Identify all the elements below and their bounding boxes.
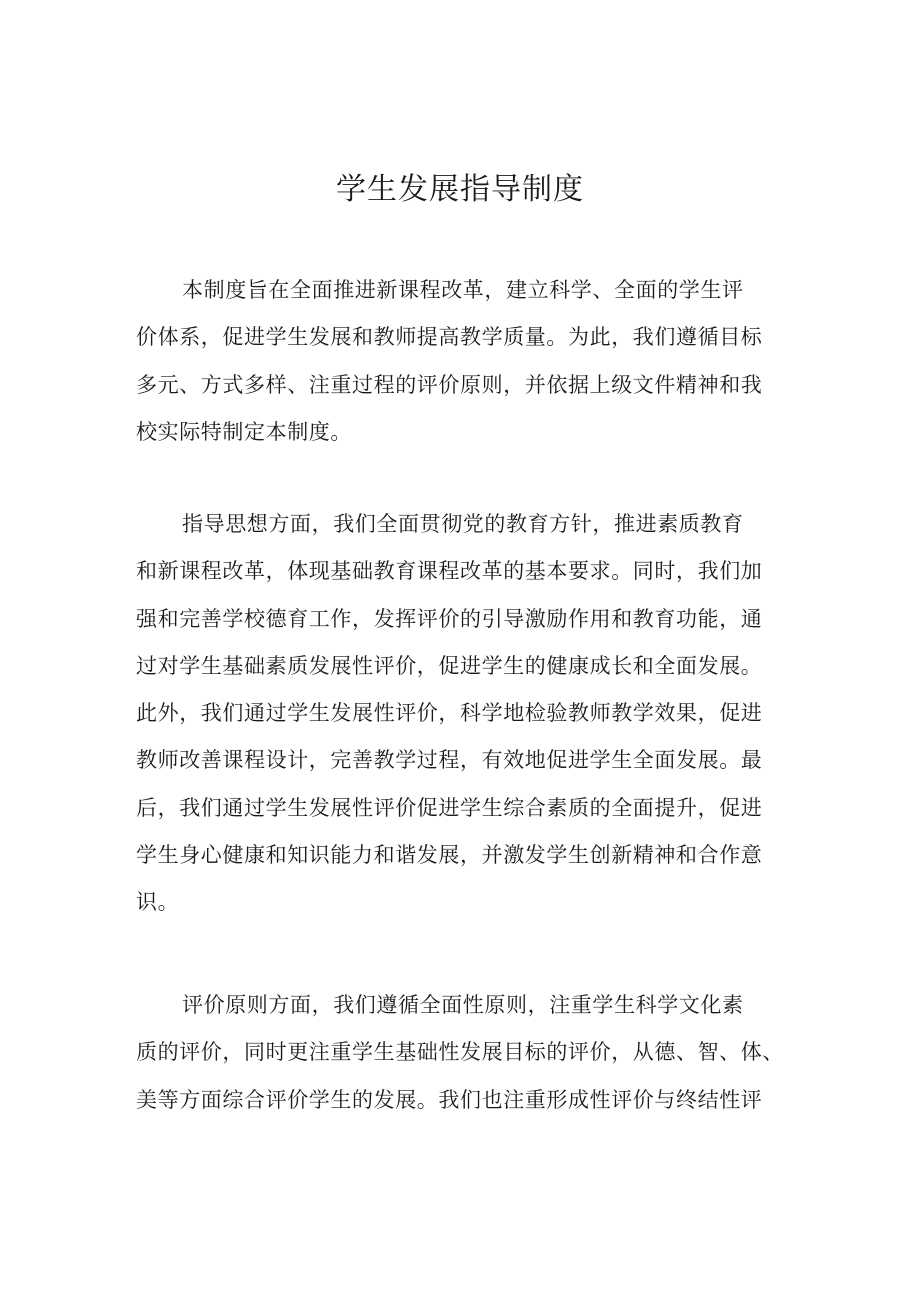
- paragraph-guiding-thought: [136, 501, 800, 927]
- paragraph-line: 后，我们通过学生发展性评价促进学生综合素质的全面提升，促进: [136, 795, 763, 820]
- paragraph-intro: [136, 267, 800, 456]
- paragraph-line: 多元、方式多样、注重过程的评价原则，并依据上级文件精神和我: [136, 372, 763, 397]
- paragraph-line: 校实际特制定本制度。: [136, 419, 352, 444]
- paragraph-line: 本制度旨在全面推进新课程改革，建立科学、全面的学生评: [182, 278, 744, 302]
- document-title: 学生发展指导制度: [336, 172, 584, 207]
- paragraph-line: 和新课程改革，体现基础教育课程改革的基本要求。同时，我们加: [136, 559, 763, 584]
- paragraph-line: 评价原则方面，我们遵循全面性原则，注重学生科学文化素: [182, 993, 744, 1017]
- paragraph-line: 教师改善课程设计，完善教学过程，有效地促进学生全面发展。最: [136, 748, 763, 773]
- paragraph-line: 此外，我们通过学生发展性评价，科学地检验教师教学效果，促进: [136, 701, 763, 726]
- paragraph-evaluation-principles: [136, 982, 800, 1124]
- paragraph-line: 强和完善学校德育工作，发挥评价的引导激励作用和教育功能，通: [136, 606, 763, 631]
- paragraph-line: 质的评价，同时更注重学生基础性发展目标的评价，从德、智、体、: [136, 1040, 784, 1065]
- paragraph-line: 指导思想方面，我们全面贯彻党的教育方针，推进素质教育: [182, 512, 744, 536]
- paragraph-line: 价体系，促进学生发展和教师提高教学质量。为此，我们遵循目标: [136, 325, 763, 350]
- paragraph-line: 过对学生基础素质发展性评价，促进学生的健康成长和全面发展。: [136, 653, 763, 678]
- paragraph-line: 美等方面综合评价学生的发展。我们也注重形成性评价与终结性评: [136, 1087, 763, 1112]
- paragraph-line: 识。: [136, 890, 180, 915]
- paragraph-line: 学生身心健康和知识能力和谐发展，并激发学生创新精神和合作意: [136, 843, 763, 868]
